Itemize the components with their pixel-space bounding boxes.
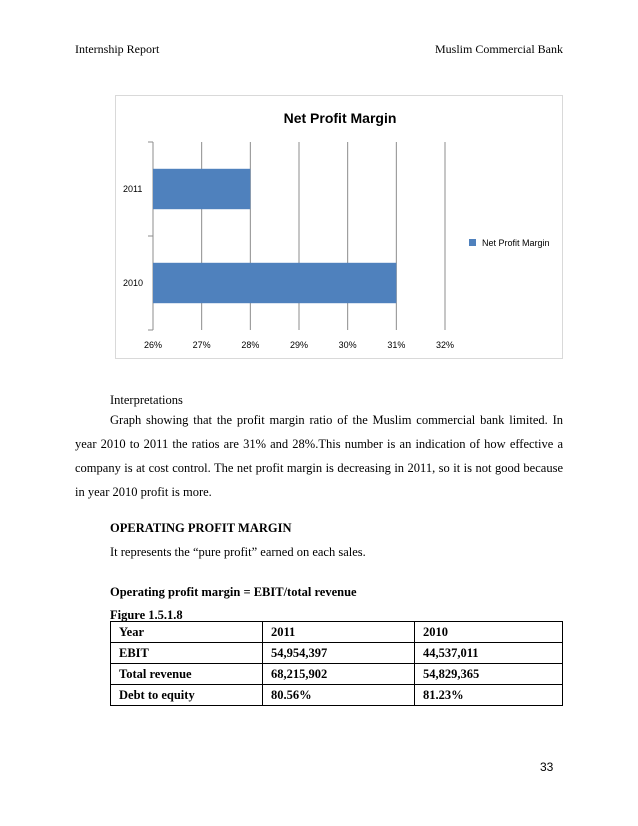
legend-swatch — [469, 239, 476, 246]
table-cell: 2011 — [263, 622, 415, 643]
ebit-table — [110, 621, 563, 706]
table-cell: Total revenue — [111, 664, 263, 685]
table-cell: 54,829,365 — [415, 664, 563, 685]
interpretations-paragraph — [75, 408, 563, 504]
legend-label: Net Profit Margin — [482, 238, 550, 248]
x-tick-label: 29% — [289, 340, 309, 350]
page-number: 33 — [540, 760, 554, 774]
x-tick-label: 30% — [338, 340, 357, 350]
table-cell: 68,215,902 — [263, 664, 415, 685]
y-category-label: 2011 — [123, 184, 143, 194]
chart-title: Net Profit Margin — [283, 110, 397, 126]
y-category-label: 2010 — [123, 278, 144, 288]
chart-svg — [116, 96, 564, 360]
x-tick-label: 26% — [143, 340, 163, 350]
table-cell: Debt to equity — [111, 685, 263, 706]
x-tick-label: 32% — [435, 340, 455, 350]
table-cell: 44,537,011 — [415, 643, 563, 664]
figure-label: Figure 1.5.1.8 — [110, 608, 183, 622]
table-cell: 81.23% — [415, 685, 563, 706]
table-cell: 80.56% — [263, 685, 415, 706]
interpretations-text: Graph showing that the profit margin ratio of the Muslim commercial bank limited. In year 2010 to 2011 the ratios are 31% and 28%.This number is an indication of how effective a company is at cost control. The net profit margin is decreasing in 2011, so it is not good because in year 2010 profit is more. — [75, 413, 563, 499]
header-right: Muslim Commercial Bank — [435, 42, 563, 56]
operating-heading: OPERATING PROFIT MARGIN — [110, 521, 292, 535]
interpretations-heading: Interpretations — [110, 393, 183, 407]
table-row — [111, 685, 563, 706]
table-row — [111, 664, 563, 685]
x-tick-label: 31% — [387, 340, 406, 350]
net-profit-margin-chart — [115, 95, 563, 359]
bar — [153, 169, 250, 209]
table-cell: 54,954,397 — [263, 643, 415, 664]
table-cell: Year — [111, 622, 263, 643]
table-cell: 2010 — [415, 622, 563, 643]
bar — [153, 263, 396, 303]
header-left: Internship Report — [75, 42, 160, 56]
x-tick-label: 27% — [192, 340, 211, 350]
table-cell: EBIT — [111, 643, 263, 664]
operating-description: It represents the “pure profit” earned on each sales. — [110, 545, 366, 559]
table-row — [111, 622, 563, 643]
x-tick-label: 28% — [241, 340, 260, 350]
operating-formula: Operating profit margin = EBIT/total revenue — [110, 585, 357, 599]
table-body — [111, 622, 563, 706]
table-row — [111, 643, 563, 664]
